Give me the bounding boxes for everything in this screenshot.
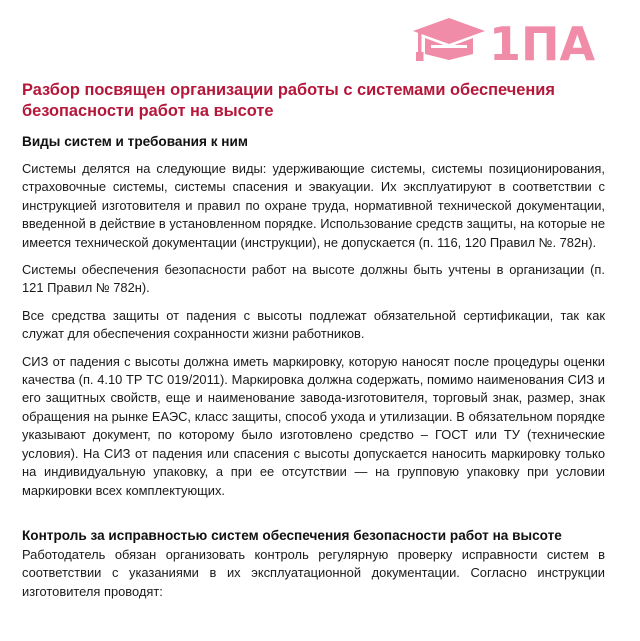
company-logo [411, 14, 601, 68]
paragraph-control: Работодатель обязан организовать контроль регулярную проверку исправности систем в соответствии с указаниями в их эксплуатационной документации. Согласно инструкции изготовителя проводят: [22, 546, 605, 599]
section-heading-types: Виды систем и требования к ним [22, 134, 248, 149]
logo-text: 1ПА [489, 17, 596, 68]
document-body [22, 132, 605, 601]
page-title: Разбор посвящен организации работы с системами обеспечения безопасности работ на высоте [22, 81, 555, 120]
section-heading-control: Контроль за исправностью систем обеспечения безопасности работ на высоте [22, 527, 562, 543]
paragraph-system-types: Системы делятся на следующие виды: удерживающие системы, системы позиционирования, страховочные системы, системы спасения и эвакуации. Их эксплуатируют в соответствии с инструкцией изготовителя и правил по охране труда, нормативной технической документации, введенной в действие в установленном порядке. Использование средств защиты, на которые не имеется технической документации (инструкции), не допускается (п. 116, 120 Правил №. 782н). [22, 161, 605, 250]
paragraph-accounting: Системы обеспечения безопасности работ на высоте должны быть учтены в организации (п. 121 Правил № 782н). [22, 262, 605, 296]
paragraph-marking: СИЗ от падения с высоты должна иметь маркировку, которую наносят после процедуры оценки качества (п. 4.10 ТР ТС 019/2011). Маркировка должна содержать, помимо наименования СИЗ и его защитных свойств, еще и наименование завода-изготовителя, торговый знак, размер, знак обращения на рынке ЕАЭС, класс защиты, способ ухода и утилизации. В обязательном порядке указывают документ, по которому было изготовлено средство – ГОСТ или ТУ (технические условия). На СИЗ от падения или спасения с высоты допускается наносить маркировку только на индивидуальную упаковку, а при ее отсутствии — на групповую упаковку при условии маркировки всех комплектующих. [22, 353, 605, 498]
graduation-cap-icon [411, 14, 601, 68]
paragraph-certification: Все средства защиты от падения с высоты подлежат обязательной сертификации, так как служат для обеспечения сохранности жизни работников. [22, 307, 605, 342]
